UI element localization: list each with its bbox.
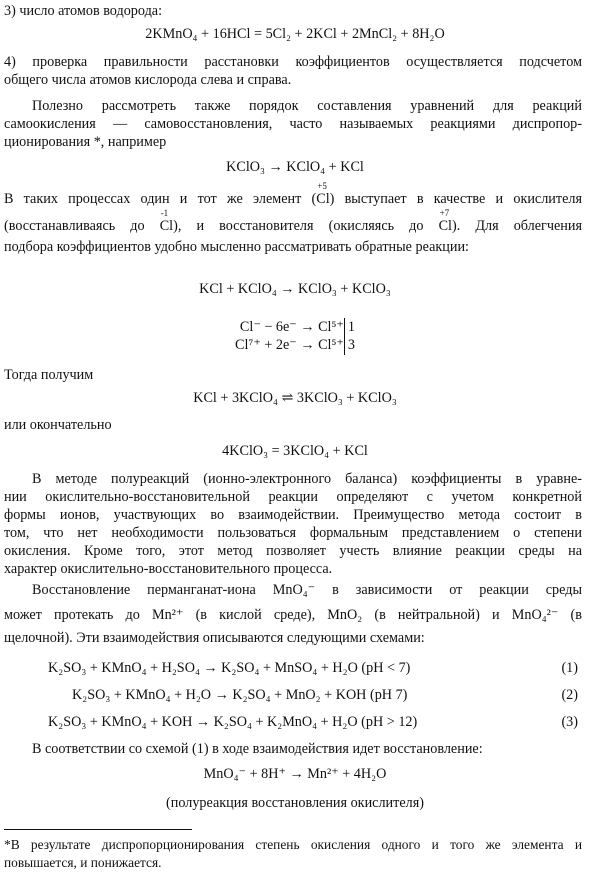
species-permanganate: MnO₄⁻ [272, 582, 316, 598]
text-line: Тогда получим [4, 367, 94, 383]
species-mn2: Mn²⁺ [151, 607, 184, 623]
text-line: 4) проверка правильности расстановки коэффициентов осуществляется подсчетом [4, 54, 582, 70]
scheme-number: (2) [561, 687, 578, 703]
text-line: ционирования *, например [4, 134, 167, 150]
text-line: В методе полуреакций (ионно-электронного баланса) коэффициенты в уравне- [32, 471, 582, 487]
species-mno2: MnO₂ [327, 607, 363, 623]
text-line: щелочной). Эти взаимодействия описываются следующими схемами: [4, 630, 425, 646]
text-line: том, что нет необходимости пользоваться формальным представлением о степени [4, 525, 582, 541]
footnote-line: повышается, и понижается. [4, 855, 162, 870]
text-line: нии окислительно-восстановительной реакции определяют с учетом конкретной [4, 489, 582, 505]
equation-lhs: 2KMnO₄ + 16HCl [145, 26, 251, 42]
text-line: самоокисления — самовосстановления, часто называемых реакциями диспропор- [4, 116, 582, 132]
equation-reverse-reaction: KCl + KClO₄ → KClO₃ + KClO₃ [199, 281, 391, 297]
text-line: В соответствии со схемой (1) в ходе взаимодействия идет восстановление: [32, 741, 483, 757]
text-fragment: ), и восстановителя (окисляясь до [173, 218, 439, 234]
text-line: характер окислительно-восстановительного процесса. [4, 561, 333, 577]
text-line: формы ионов, участвующих во взаимодействии. Преимущество метода состоит в [4, 507, 582, 523]
balance-row: Cl⁷⁺ + 2e⁻ → Cl⁵⁺ [234, 337, 344, 354]
half-reaction-equation: MnO₄⁻ + 8H⁺ → Mn²⁺ + 4H₂O [203, 766, 387, 782]
oxidation-state-marker: +5 Cl [316, 181, 330, 207]
scheme-equation: K₂SO₃ + KMnO₄ + H₂O → K₂SO₄ + MnO₂ + KOH (pH 7) [72, 687, 408, 703]
footnote-divider [4, 829, 192, 830]
text-line: может протекать до Mn²⁺ (в кислой среде), MnO₂ (в нейтральной) и MnO₄²⁻ (в [4, 607, 582, 623]
text-fragment: В таких процессах один и тот же элемент ( [4, 191, 317, 207]
text-fragment: ) выступает в качестве и окислителя [329, 191, 582, 207]
text-line [4, 208, 582, 235]
scheme-equation: K₂SO₃ + KMnO₄ + KOH → K₂SO₄ + K₂MnO₄ + H₂O (pH > 12) [48, 714, 418, 730]
text-line: Полезно рассмотреть также порядок составления уравнений для реакций [32, 98, 582, 114]
text-line: 3) число атомов водорода: [4, 3, 163, 19]
species-manganate: MnO₄²⁻ [511, 607, 559, 623]
oxidation-state-marker: -1 Cl [159, 208, 174, 234]
scheme-number: (1) [561, 660, 578, 676]
equation-equilibrium: KCl + 3KClO₄ ⇌ 3KClO₃ + KClO₃ [193, 390, 397, 406]
scheme-number: (3) [561, 714, 578, 730]
text-line: или окончательно [4, 417, 112, 433]
text-line: подбора коэффициентов удобно мысленно рассматривать обратные реакции: [4, 239, 469, 255]
equation-disproportionation: KClO₃ → KClO₄ + KCl [226, 159, 364, 175]
text-line [4, 181, 582, 208]
oxidation-state-marker: +7 Cl [438, 208, 452, 234]
text-line: Восстановление перманганат-иона MnO₄⁻ в зависимости от реакции среды [32, 582, 583, 598]
electron-balance [0, 318, 590, 355]
half-reaction-caption: (полуреакция восстановления окислителя) [166, 795, 424, 811]
text-line: окисления. Кроме того, этот метод позволяет учесть влияние реакции среды на [4, 543, 582, 559]
footnote-line: *В результате диспропорционирования степень окисления одного и того же элемента и [4, 837, 582, 852]
text-fragment: ). Для облегчения [451, 218, 582, 234]
equation-rhs: 5Cl₂ + 2KCl + 2MnCl₂ + 8H₂O [265, 26, 445, 42]
balance-coefficient: 1 [347, 319, 356, 335]
balance-row: Cl⁻ − 6e⁻ → Cl⁵⁺ [239, 319, 344, 335]
text-line: общего числа атомов кислорода слева и справа. [4, 72, 292, 88]
scheme-equation: K₂SO₃ + KMnO₄ + H₂SO₄ → K₂SO₄ + MnSO₄ + H₂O (pH < 7) [48, 660, 411, 676]
text-fragment: (восстанавливаясь до [4, 218, 160, 234]
equation-final: 4KClO₃ = 3KClO₄ + KCl [222, 443, 368, 459]
equation-hydrogen-count: 2KMnO₄ + 16HCl = 5Cl₂ + 2KCl + 2MnCl₂ + 8H₂O [145, 26, 445, 42]
equilibrium-arrow: ⇌ [281, 390, 294, 406]
balance-coefficient: 3 [347, 337, 356, 354]
